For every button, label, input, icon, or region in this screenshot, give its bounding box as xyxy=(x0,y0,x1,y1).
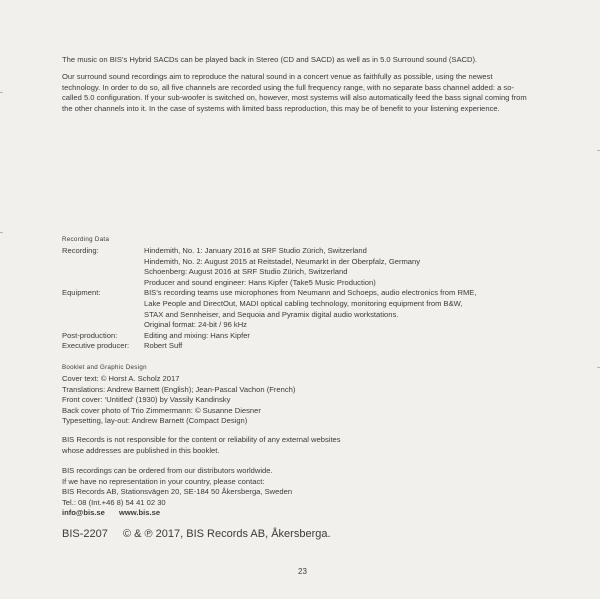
contact-links xyxy=(62,508,292,519)
executive-producer-value: Robert Suff xyxy=(144,341,183,351)
recording-row xyxy=(62,246,544,288)
equipment-line: STAX and Sennheiser, and Sequoia and Pyramix digital audio workstations. xyxy=(144,309,399,319)
catalog-number: BIS-2207 xyxy=(62,528,108,540)
booklet-design-heading: Booklet and Graphic Design xyxy=(62,364,147,371)
intro-paragraph-surround: Our surround sound recordings aim to reproduce the natural sound in a concert venue as faithfully as possible, using the newest technology. In order to do so, all five channels are recorded using the full frequency range, with no separate bass channel added: a so-called 5.0 configuration. If your sub-woofer is switched on, however, most systems will also automatically feed the bass signal coming from the other channels into it. In the case of systems with limited bass reproduction, this may be of benefit to your listening experience. xyxy=(62,72,527,113)
executive-producer-row xyxy=(62,341,544,352)
recording-values xyxy=(144,246,544,288)
ordering-info xyxy=(62,466,292,519)
ordering-line: BIS recordings can be ordered from our distributors worldwide. xyxy=(62,466,273,475)
equipment-line: Original format: 24-bit / 96 kHz xyxy=(144,320,247,330)
ordering-line: If we have no representation in your country, please contact: xyxy=(62,476,265,486)
postproduction-row xyxy=(62,331,544,342)
recording-data-heading: Recording Data xyxy=(62,236,110,243)
equipment-line: BIS’s recording teams use microphones from Neumann and Schoeps, audio electronics from RME, xyxy=(144,288,477,298)
recording-label: Recording: xyxy=(62,246,99,255)
page-number: 23 xyxy=(298,567,307,576)
credit-line: Cover text: © Horst A. Scholz 2017 xyxy=(62,374,180,383)
credit-line: Front cover: ‘Untitled’ (1930) by Vassily Kandinsky xyxy=(62,395,231,405)
website-link[interactable]: www.bis.se xyxy=(118,508,161,518)
recording-line: Producer and sound engineer: Hans Kipfer (Take5 Music Production) xyxy=(144,277,376,287)
copyright-notice: © & ℗ 2017, BIS Records AB, Åkersberga. xyxy=(122,528,331,540)
catalog-footer xyxy=(62,528,331,540)
scan-edge-mark xyxy=(0,232,3,233)
disclaimer-text: BIS Records is not responsible for the content or reliability of any external websites whose addresses are published in this booklet. xyxy=(62,435,341,455)
recording-data-table xyxy=(62,246,544,352)
postproduction-value: Editing and mixing: Hans Kipfer xyxy=(144,330,250,340)
executive-producer-label: Executive producer: xyxy=(62,341,130,351)
email-link[interactable]: info@bis.se xyxy=(62,508,105,518)
credit-line: Typesetting, lay-out: Andrew Barnett (Compact Design) xyxy=(62,416,248,426)
ordering-line: Tel.: 08 (Int.+46 8) 54 41 02 30 xyxy=(62,497,166,507)
credit-line: Back cover photo of Trio Zimmermann: © Susanne Diesner xyxy=(62,405,261,415)
recording-line: Hindemith, No. 2: August 2015 at Reitstadel, Neumarkt in der Oberpfalz, Germany xyxy=(144,256,421,266)
equipment-row xyxy=(62,288,544,330)
scan-edge-mark xyxy=(0,92,3,93)
equipment-line: Lake People and DirectOut, MADI optical cabling technology, monitoring equipment from B&W, xyxy=(144,298,463,308)
recording-line: Hindemith, No. 1: January 2016 at SRF Studio Zürich, Switzerland xyxy=(144,246,367,255)
intro-paragraph-stereo: The music on BIS’s Hybrid SACDs can be played back in Stereo (CD and SACD) as well as in 5.0 Surround sound (SACD). xyxy=(62,55,478,64)
equipment-values xyxy=(144,288,544,330)
credit-line: Translations: Andrew Barnett (English); Jean-Pascal Vachon (French) xyxy=(62,384,296,394)
recording-line: Schoenberg: August 2016 at SRF Studio Zürich, Switzerland xyxy=(144,267,348,277)
booklet-credits xyxy=(62,374,295,427)
ordering-line: BIS Records AB, Stationsvägen 20, SE-184 50 Åkersberga, Sweden xyxy=(62,487,293,497)
postproduction-label: Post-production: xyxy=(62,330,118,340)
equipment-label: Equipment: xyxy=(62,288,101,298)
